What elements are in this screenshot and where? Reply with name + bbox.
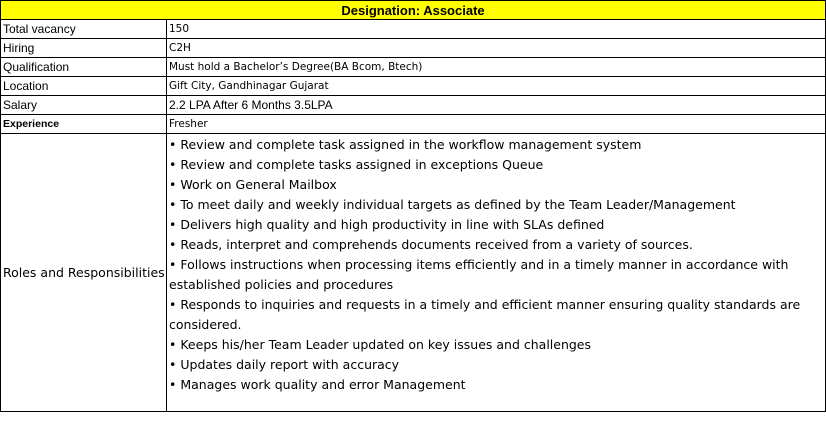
total-vacancy-label: Total vacancy [1,20,167,39]
title-row [1,1,826,20]
table-row [1,77,826,96]
hiring-value: C2H [167,39,826,58]
table-row [1,115,826,134]
list-item: • Reads, interpret and comprehends documents received from a variety of sources. [169,235,823,255]
salary-label: Salary [1,96,167,115]
list-item: • Manages work quality and error Management [169,375,823,395]
experience-value: Fresher [167,115,826,134]
list-item: • Review and complete task assigned in the workflow management system [169,135,823,155]
list-item: • Responds to inquiries and requests in a timely and efficient manner ensuring quality standards are considered. [169,295,823,335]
roles-list [169,135,823,395]
location-label: Location [1,77,167,96]
list-item: • Work on General Mailbox [169,175,823,195]
table-row [1,96,826,115]
qualification-value: Must hold a Bachelor’s Degree(BA Bcom, Btech) [167,58,826,77]
roles-cell [167,134,826,412]
table-row [1,39,826,58]
salary-value: 2.2 LPA After 6 Months 3.5LPA [167,96,826,115]
total-vacancy-value: 150 [167,20,826,39]
list-item: • Follows instructions when processing items efficiently and in a timely manner in accordance with established policies and procedures [169,255,823,295]
table-row [1,20,826,39]
hiring-label: Hiring [1,39,167,58]
qualification-label: Qualification [1,58,167,77]
location-value: Gift City, Gandhinagar Gujarat [167,77,826,96]
list-item: • Keeps his/her Team Leader updated on key issues and challenges [169,335,823,355]
table-row [1,134,826,412]
table-row [1,58,826,77]
list-item: • Updates daily report with accuracy [169,355,823,375]
list-item: • To meet daily and weekly individual targets as defined by the Team Leader/Management [169,195,823,215]
experience-label: Experience [1,115,167,134]
list-item: • Review and complete tasks assigned in exceptions Queue [169,155,823,175]
list-item: • Delivers high quality and high productivity in line with SLAs defined [169,215,823,235]
roles-label: Roles and Responsibilities [1,134,167,412]
designation-title: Designation: Associate [1,1,826,20]
